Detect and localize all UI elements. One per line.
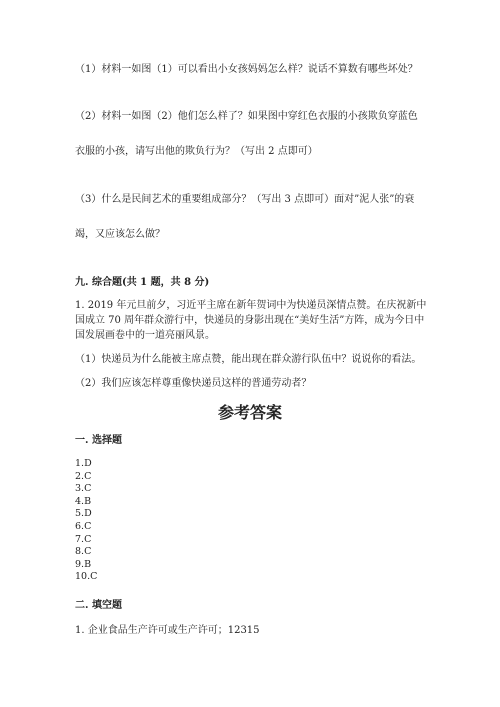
choice-answer: 7.C xyxy=(75,533,92,545)
choice-answer: 8.C xyxy=(75,546,92,558)
choice-answer: 1.D xyxy=(75,458,92,469)
section-9-subquestion-2: （2）我们应该怎样尊重像快递员这样的普通劳动者？ xyxy=(75,378,312,389)
section-9-heading: 九. 综合题(共 1 题，共 8 分) xyxy=(75,277,210,288)
question-2-line-1: （2）材料一如图（2）他们怎么样了？如果图中穿红色衣服的小孩欺负穿蓝色 xyxy=(75,111,418,122)
choice-answer-list xyxy=(75,458,97,584)
choice-answer: 6.C xyxy=(75,520,92,532)
question-3-line-2: 竭，又应该怎么做？ xyxy=(75,229,165,240)
choice-answer: 9.B xyxy=(75,558,92,570)
answer-key-title: 参考答案 xyxy=(217,403,282,422)
choice-answer: 2.C xyxy=(75,470,92,482)
choice-answer: 3.C xyxy=(75,483,92,495)
answer-section-1-heading: 一. 选择题 xyxy=(75,435,122,446)
section-9-subquestion-1: （1）快递员为什么能被主席点赞，能出现在群众游行队伍中？说说你的看法。 xyxy=(75,354,422,365)
choice-answer: 10.C xyxy=(75,571,98,583)
question-1: （1）材料一如图（1）可以看出小女孩妈妈怎么样？说话不算数有哪些坏处？ xyxy=(75,64,418,75)
answer-section-2-heading: 二. 填空题 xyxy=(75,600,122,611)
choice-answer: 5.D xyxy=(75,508,92,520)
section-9-material: 1. 2019 年元旦前夕，习近平主席在新年贺词中为快递员深情点赞。在庆祝新中国成立 70 周年群众游行中，快递员的身影出现在“美好生活”方阵，成为今日中国发展画卷中的一道亮丽风景。 xyxy=(75,300,427,341)
fill-answer-1: 1. 企业食品生产许可或生产许可；12315 xyxy=(75,625,260,636)
question-3-line-1: （3）什么是民间艺术的重要组成部分？（写出 3 点即可）面对”泥人张”的衰 xyxy=(75,194,415,205)
choice-answer: 4.B xyxy=(75,495,92,507)
question-2-line-2: 衣服的小孩，请写出他的欺负行为？（写出 2 点即可） xyxy=(75,146,318,157)
